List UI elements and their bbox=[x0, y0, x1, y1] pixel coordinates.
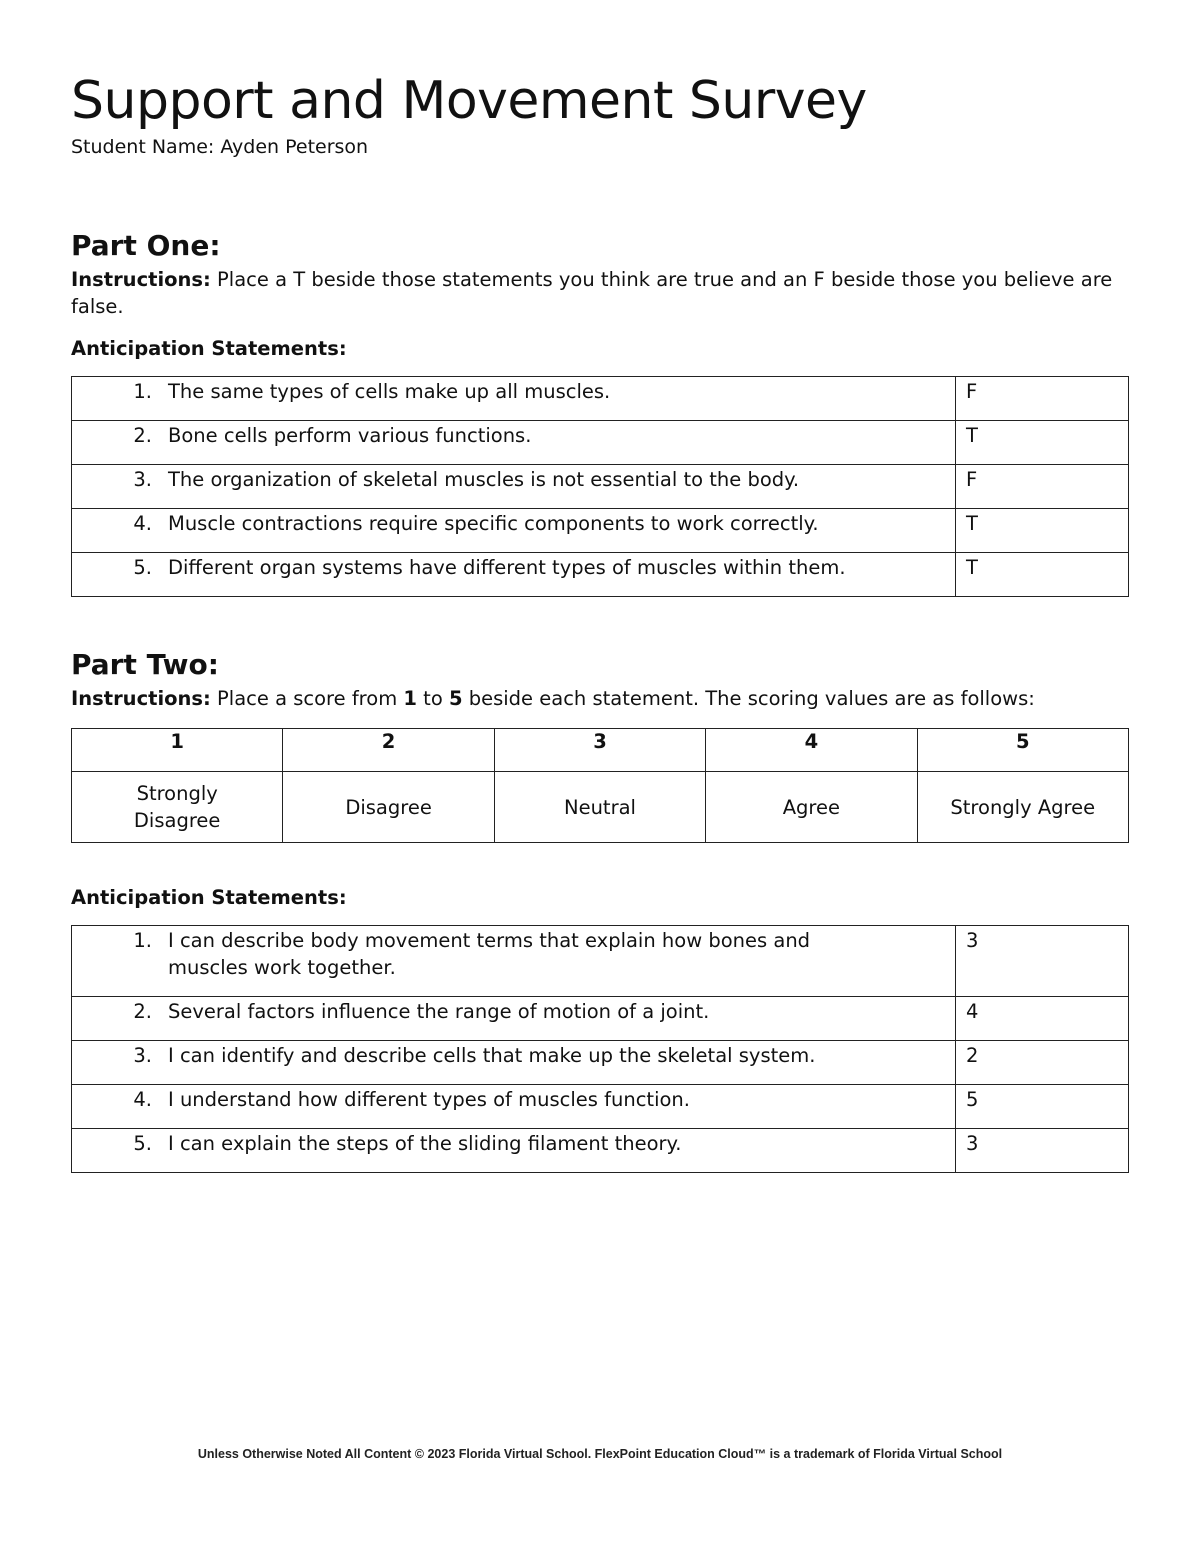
part-one-subheading: Anticipation Statements: bbox=[71, 337, 347, 360]
scale-label: Disagree bbox=[283, 772, 494, 843]
table-row bbox=[72, 1041, 1129, 1085]
table-row bbox=[72, 997, 1129, 1041]
part-two-instructions bbox=[71, 685, 1129, 712]
instructions-post: beside each statement. The scoring values are as follows: bbox=[462, 687, 1035, 710]
statement-cell bbox=[72, 377, 956, 421]
scale-label-text: Strongly Disagree bbox=[133, 782, 221, 832]
instructions-mid: to bbox=[416, 687, 449, 710]
answer-value: T bbox=[966, 424, 978, 447]
score-high: 5 bbox=[448, 687, 463, 710]
part-two-heading: Part Two: bbox=[71, 648, 219, 681]
scale-score: 2 bbox=[283, 729, 494, 772]
answer-value: 4 bbox=[966, 1000, 979, 1023]
statement-text: Muscle contractions require specific components to work correctly. bbox=[168, 512, 819, 535]
table-row bbox=[72, 1129, 1129, 1173]
statement-text: I can describe body movement terms that explain how bones and muscles work together. bbox=[168, 929, 811, 979]
answer-cell[interactable] bbox=[956, 997, 1129, 1041]
part-one-instructions bbox=[71, 266, 1129, 320]
answer-cell[interactable] bbox=[956, 926, 1129, 997]
statement-cell bbox=[72, 1085, 956, 1129]
part-one-heading: Part One: bbox=[71, 229, 221, 262]
statement-cell bbox=[72, 553, 956, 597]
part-two-table bbox=[71, 925, 1129, 1173]
answer-cell[interactable] bbox=[956, 553, 1129, 597]
instructions-text: Place a T beside those statements you think are true and an F beside those you believe are false. bbox=[71, 268, 1113, 318]
statement-number: 2. bbox=[133, 1000, 152, 1023]
answer-cell[interactable] bbox=[956, 1129, 1129, 1173]
copyright-footer: Unless Otherwise Noted All Content © 2023 Florida Virtual School. FlexPoint Education Cloud™ is a trademark of Florida Virtual School bbox=[197, 1447, 1003, 1461]
answer-cell[interactable] bbox=[956, 509, 1129, 553]
statement-text: The same types of cells make up all muscles. bbox=[168, 380, 611, 403]
statement-text: I can explain the steps of the sliding filament theory. bbox=[168, 1132, 682, 1155]
instructions-pre: Place a score from bbox=[210, 687, 404, 710]
scale-score: 5 bbox=[917, 729, 1128, 772]
answer-value: 5 bbox=[966, 1088, 979, 1111]
answer-value: 3 bbox=[966, 1132, 979, 1155]
statement-cell bbox=[72, 465, 956, 509]
scale-label: Agree bbox=[706, 772, 917, 843]
statement-text: Bone cells perform various functions. bbox=[168, 424, 532, 447]
table-row bbox=[72, 509, 1129, 553]
page-title: Support and Movement Survey bbox=[71, 71, 867, 131]
answer-cell[interactable] bbox=[956, 465, 1129, 509]
scoring-scale-table bbox=[71, 728, 1129, 843]
table-row bbox=[72, 553, 1129, 597]
score-low: 1 bbox=[403, 687, 417, 710]
part-one-table bbox=[71, 376, 1129, 597]
statement-cell bbox=[72, 1129, 956, 1173]
statement-cell bbox=[72, 1041, 956, 1085]
table-row bbox=[72, 421, 1129, 465]
answer-value: T bbox=[966, 512, 978, 535]
scale-label bbox=[72, 772, 283, 843]
table-row bbox=[72, 1085, 1129, 1129]
statement-text: The organization of skeletal muscles is not essential to the body. bbox=[168, 468, 800, 491]
statement-number: 1. bbox=[133, 929, 152, 952]
answer-value: 2 bbox=[966, 1044, 979, 1067]
scale-score-row bbox=[72, 729, 1129, 772]
answer-value: T bbox=[966, 556, 978, 579]
statement-cell bbox=[72, 926, 956, 997]
scale-score: 4 bbox=[706, 729, 917, 772]
statement-number: 5. bbox=[133, 556, 152, 579]
scale-label: Strongly Agree bbox=[917, 772, 1128, 843]
scale-label: Neutral bbox=[494, 772, 705, 843]
statement-text: Several factors influence the range of motion of a joint. bbox=[168, 1000, 710, 1023]
statement-cell bbox=[72, 509, 956, 553]
statement-number: 3. bbox=[133, 468, 152, 491]
table-row bbox=[72, 465, 1129, 509]
statement-text: I can identify and describe cells that make up the skeletal system. bbox=[168, 1044, 816, 1067]
answer-cell[interactable] bbox=[956, 1085, 1129, 1129]
instructions-label: Instructions: bbox=[71, 268, 211, 291]
survey-page bbox=[71, 70, 1129, 1173]
statement-number: 5. bbox=[133, 1132, 152, 1155]
answer-value: F bbox=[966, 380, 978, 403]
scale-score: 1 bbox=[72, 729, 283, 772]
instructions-label: Instructions: bbox=[71, 687, 211, 710]
statement-number: 2. bbox=[133, 424, 152, 447]
scale-score: 3 bbox=[494, 729, 705, 772]
student-name: Student Name: Ayden Peterson bbox=[71, 136, 369, 158]
answer-cell[interactable] bbox=[956, 421, 1129, 465]
table-row bbox=[72, 926, 1129, 997]
statement-cell bbox=[72, 997, 956, 1041]
statement-number: 4. bbox=[133, 512, 152, 535]
scale-label-row bbox=[72, 772, 1129, 843]
statement-text: Different organ systems have different types of muscles within them. bbox=[168, 556, 846, 579]
answer-value: 3 bbox=[966, 929, 979, 952]
answer-cell[interactable] bbox=[956, 377, 1129, 421]
table-row bbox=[72, 377, 1129, 421]
answer-value: F bbox=[966, 468, 978, 491]
statement-text: I understand how different types of muscles function. bbox=[168, 1088, 690, 1111]
statement-number: 3. bbox=[133, 1044, 152, 1067]
answer-cell[interactable] bbox=[956, 1041, 1129, 1085]
part-two-subheading: Anticipation Statements: bbox=[71, 886, 347, 909]
statement-number: 1. bbox=[133, 380, 152, 403]
statement-number: 4. bbox=[133, 1088, 152, 1111]
statement-cell bbox=[72, 421, 956, 465]
